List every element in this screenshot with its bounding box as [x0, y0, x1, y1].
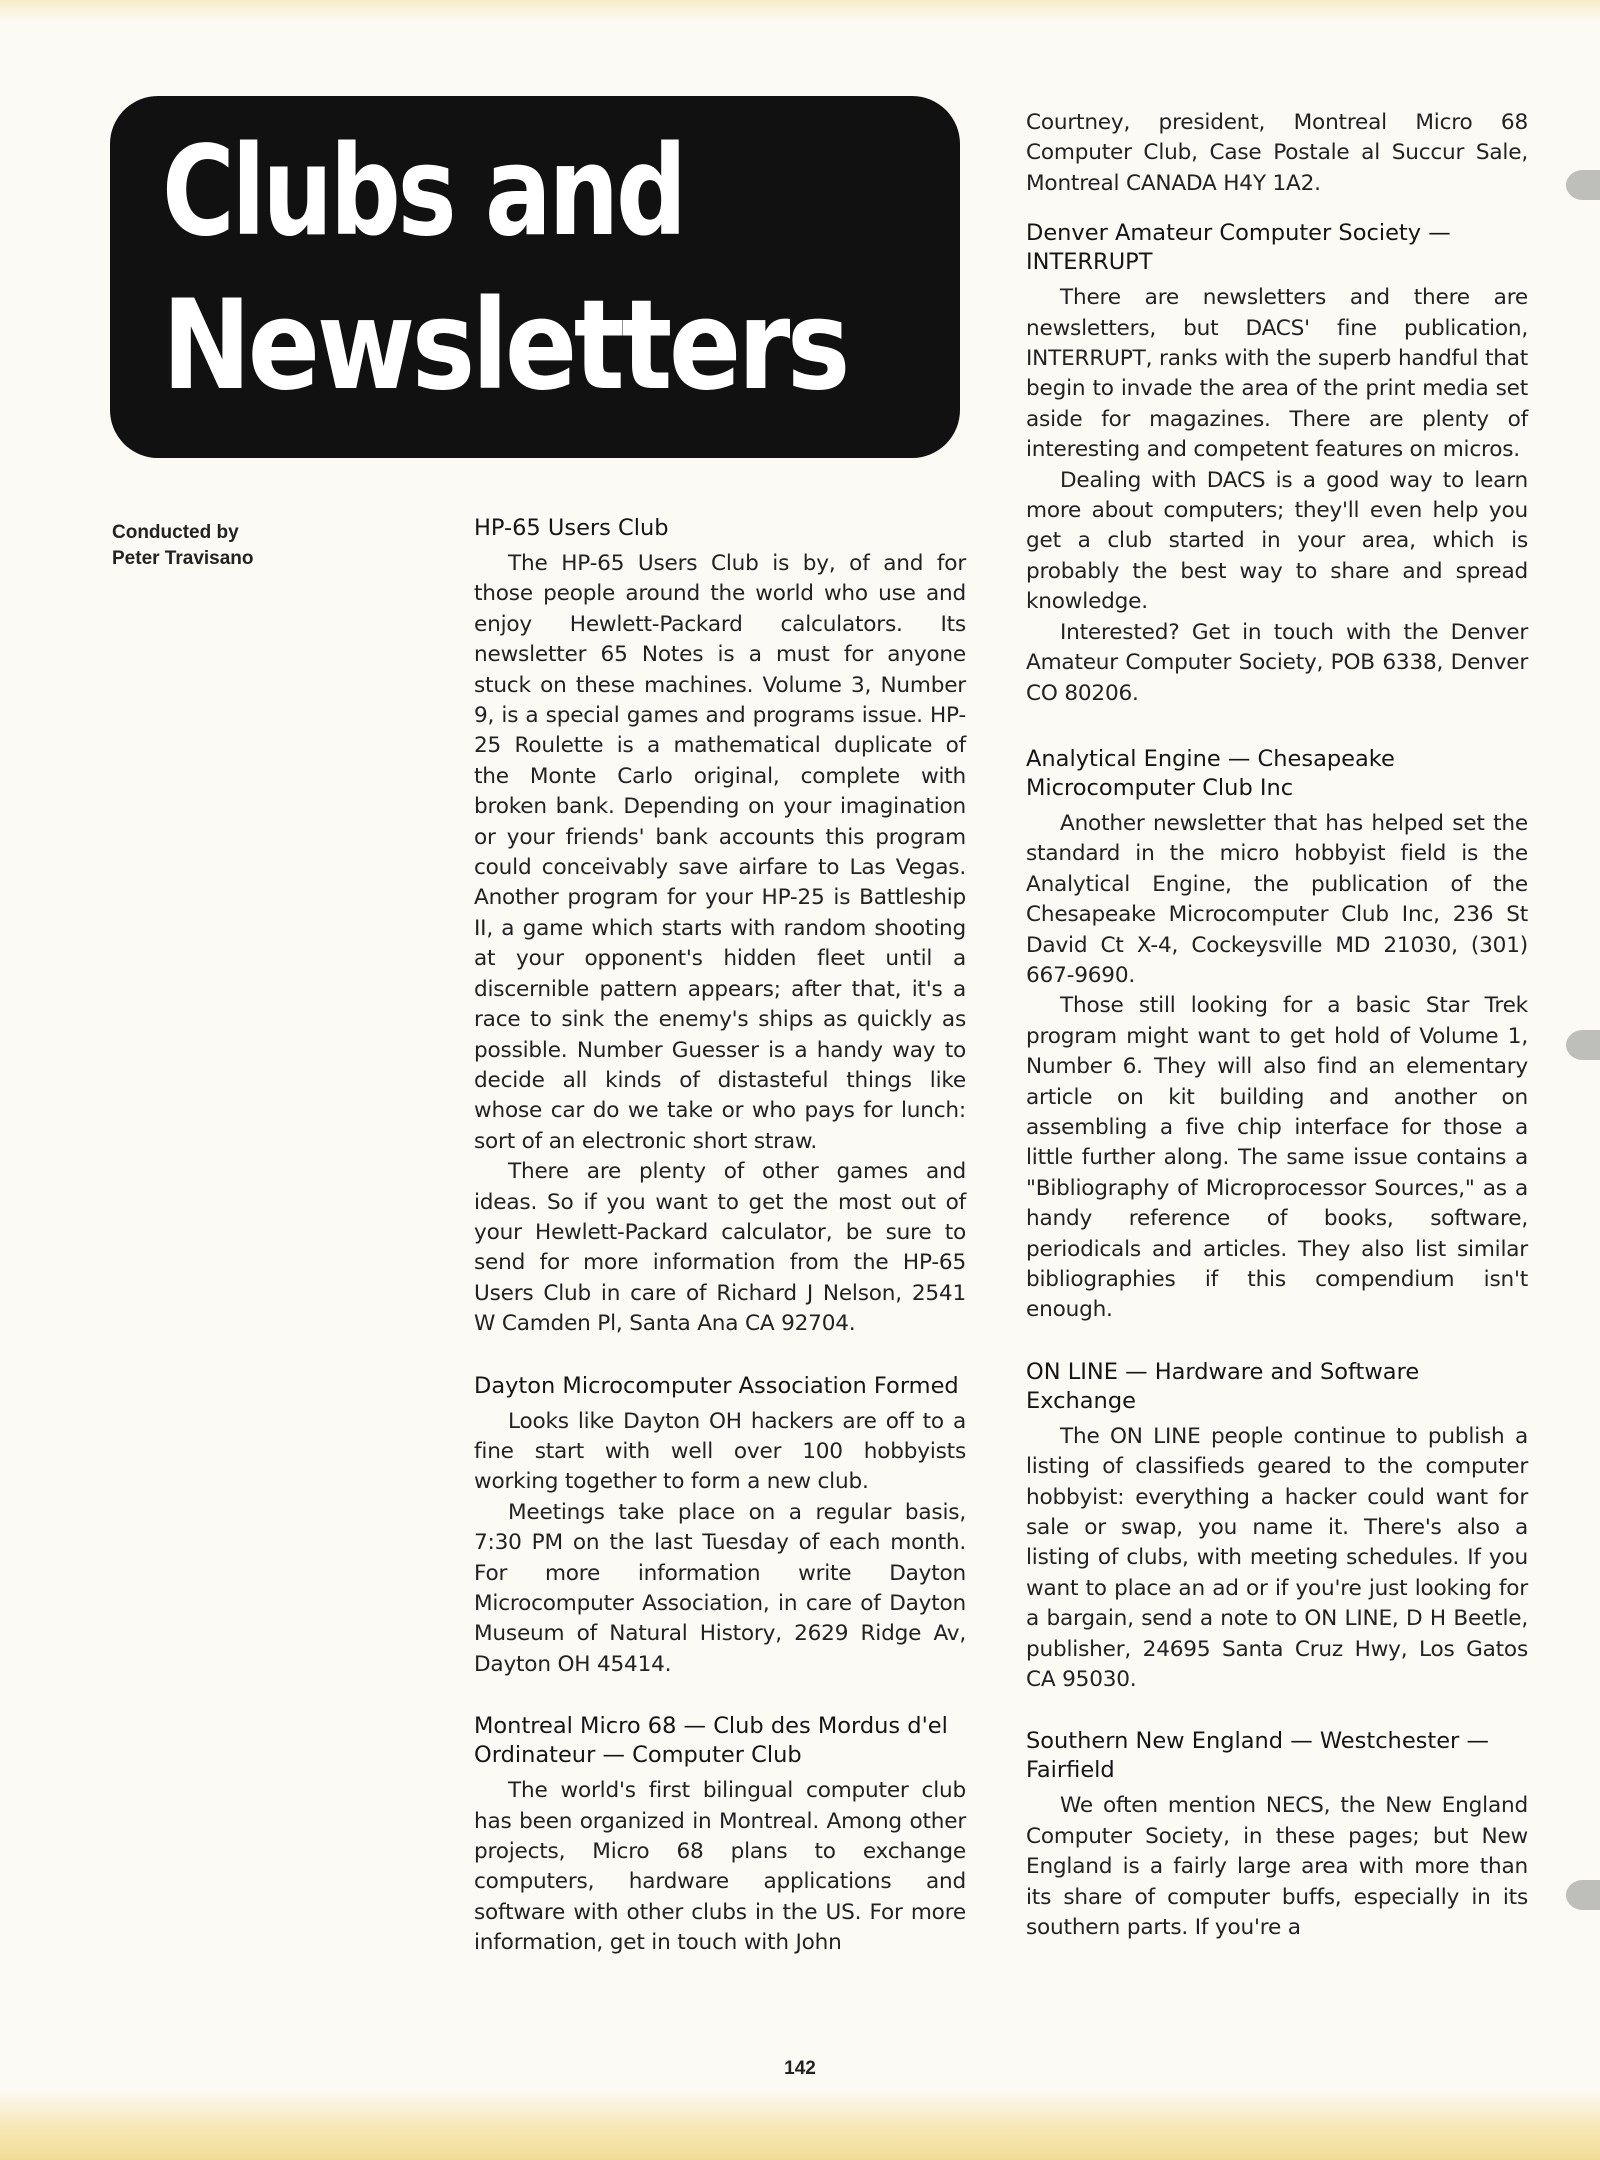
paragraph: The ON LINE people continue to publish a listing of classifieds geared to the computer hobbyist: everything a hacker could want for sale or swap, you name it. There's also a listing of clubs, with meeting schedules. If you want to place an ad or if you're just looking for a bargain, send a note to ON LINE, D H Beetle, publisher, 24695 Santa Cruz Hwy, Los Gatos CA 95030.	[1026, 1423, 1528, 1693]
section-heading: HP-65 Users Club	[474, 515, 669, 541]
paper-stain-bottom	[0, 2090, 1600, 2160]
paragraph: Another newsletter that has helped set the standard in the micro hobbyist field is the Analytical Engine, the publication of the Chesapeake Microcomputer Club Inc, 236 St David Ct X-4, Cockeysville MD 21030, (301) 667-9690.	[1026, 810, 1528, 988]
section-heading: Montreal Micro 68 — Club des Mordus d'el Ordinateur — Computer Club	[474, 1713, 948, 1769]
article-column-1	[474, 514, 966, 1959]
paragraph: The HP-65 Users Club is by, of and for those people around the world who use and enjoy Hewlett-Packard calculators. Its newsletter 65 Notes is a must for anyone stuck on these machines. Volume 3, Number 9, is a special games and programs issue. HP-25 Roulette is a mathematical duplicate of the Monte Carlo original, complete with broken bank. Depending on your imagination or your friends' bank accounts this program could conceivably save airfare to Las Vegas. Another program for your HP-25 is Battleship II, a game which starts with random shooting at your opponent's hidden fleet until a discernible pattern appears; after that, it's a race to sink the enemy's ships as quickly as possible. Number Guesser is a handy way to decide all kinds of distasteful things like whose car do we take or who pays for lunch: sort of an electronic short straw.	[474, 551, 966, 1154]
article-column-2	[1026, 108, 1528, 1944]
binder-hole-shadow	[1566, 170, 1600, 200]
paragraph: Dealing with DACS is a good way to learn more about computers; they'll even help you get a club started in your area, which is probably the best way to share and spread knowledge.	[1026, 467, 1528, 615]
paragraph-continued: Courtney, president, Montreal Micro 68 Computer Club, Case Postale al Succur Sale, Montreal CANADA H4Y 1A2.	[1026, 110, 1528, 196]
binder-hole-shadow	[1566, 1880, 1600, 1910]
section-heading: Southern New England — Westchester — Fairfield	[1026, 1728, 1489, 1784]
page-number: 142	[784, 2058, 816, 2079]
byline-author: Peter Travisano	[112, 548, 254, 569]
paper-stain-top	[0, 0, 1600, 22]
paragraph: There are newsletters and there are newsletters, but DACS' fine publication, INTERRUPT, ranks with the superb handful that begin to invade the area of the print media set aside for magazines. There are plenty of interesting and competent features on micros.	[1026, 285, 1528, 463]
paragraph: Interested? Get in touch with the Denver Amateur Computer Society, POB 6338, Denver CO 80206.	[1026, 619, 1528, 706]
paragraph: The world's first bilingual computer club has been organized in Montreal. Among other projects, Micro 68 plans to exchange computers, hardware applications and software with other clubs in the US. For more information, get in touch with John	[474, 1778, 966, 1956]
paragraph: Meetings take place on a regular basis, 7:30 PM on the last Tuesday of each month. For more information write Dayton Microcomputer Association, in care of Dayton Museum of Natural History, 2629 Ridge Av, Dayton OH 45414.	[474, 1499, 966, 1677]
title-line-1: Clubs and	[162, 120, 684, 264]
section-heading: Dayton Microcomputer Association Formed	[474, 1372, 959, 1399]
title-banner	[110, 96, 960, 458]
section-heading: Analytical Engine — Chesapeake Microcomputer Club Inc	[1026, 745, 1395, 801]
paragraph: Looks like Dayton OH hackers are off to a fine start with well over 100 hobbyists working together to form a new club.	[474, 1408, 966, 1495]
paragraph: Those still looking for a basic Star Trek program might want to get hold of Volume 1, Number 6. They will also find an elementary article on kit building and another on assembling a five chip interface for those a little further along. The same issue contains a "Bibliography of Microprocessor Sources," as a handy reference of books, software, periodicals and articles. They also list similar bibliographies if this compendium isn't enough.	[1026, 993, 1528, 1323]
section-heading: ON LINE — Hardware and Software Exchange	[1026, 1358, 1420, 1414]
byline	[112, 520, 352, 572]
paragraph: There are plenty of other games and ideas. So if you want to get the most out of your Hewlett-Packard calculator, be sure to send for more information from the HP-65 Users Club in care of Richard J Nelson, 2541 W Camden Pl, Santa Ana CA 92704.	[474, 1159, 966, 1337]
paragraph: We often mention NECS, the New England Computer Society, in these pages; but New England is a fairly large area with more than its share of computer buffs, especially in its southern parts. If you're a	[1026, 1793, 1528, 1941]
binder-hole-shadow	[1566, 1030, 1600, 1060]
section-heading: Denver Amateur Computer Society — INTERRUPT	[1026, 220, 1451, 276]
title-line-2: Newsletters	[162, 274, 847, 418]
byline-label: Conducted by	[112, 522, 239, 543]
